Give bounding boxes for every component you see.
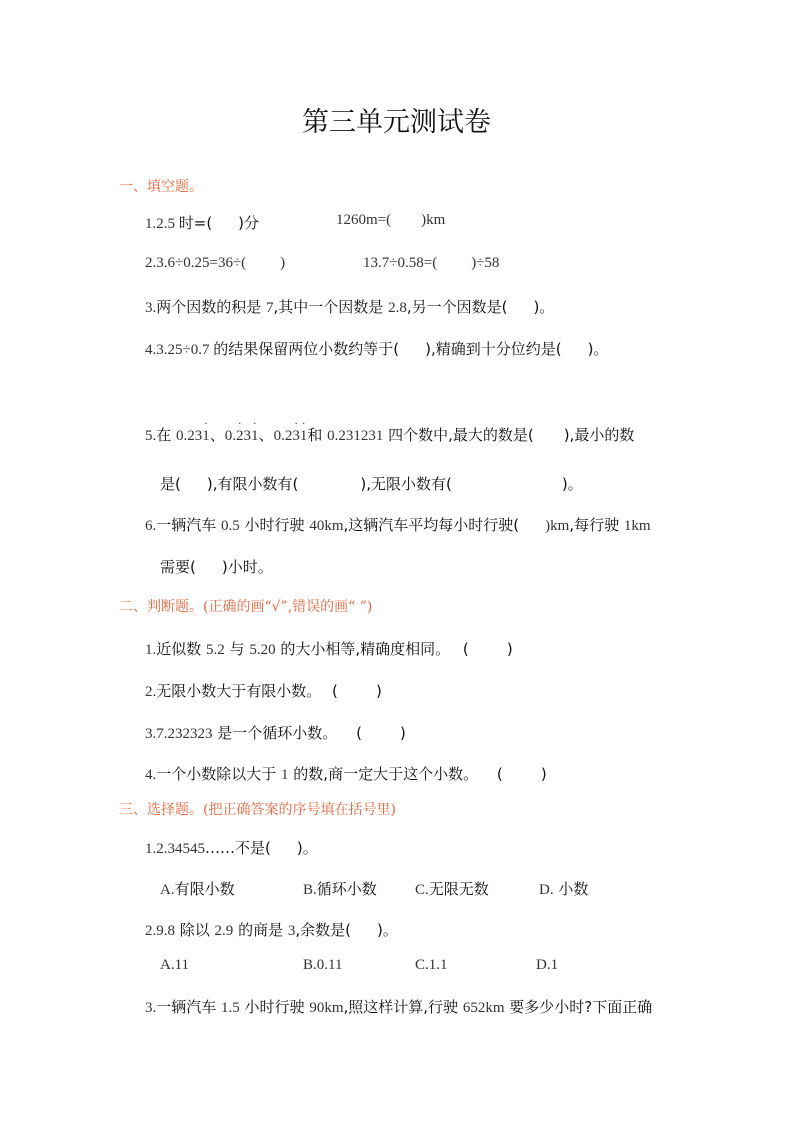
mc-2-option-a[interactable]: A.11 <box>160 957 190 973</box>
q-value: 2.8 <box>388 300 407 316</box>
q-text: 小时行驶 <box>239 998 310 1016</box>
q-text: )小时。 <box>221 558 273 576</box>
q-text: 13.7÷0.58=( <box>363 255 438 271</box>
q-text: 1.2.5 <box>145 216 179 232</box>
q-text: )。 <box>561 475 583 493</box>
question-1-6-line2 <box>160 556 273 577</box>
q-text: )km <box>421 212 446 228</box>
question-1-5 <box>145 424 634 445</box>
question-1-3 <box>145 296 554 317</box>
q-text: 两个因数的积是 <box>156 298 267 316</box>
q-text: 无限小数大于有限小数。 <box>156 682 322 700</box>
repeat-dot-digit: · 1 <box>300 428 308 445</box>
separator: 、 <box>209 426 225 444</box>
q-value: 5.20 <box>249 642 276 658</box>
option-text: 小数 <box>553 880 589 898</box>
section-heading-multiple-choice: 三、选择题。(把正确答案的序号填在括号里) <box>119 802 396 818</box>
q-text: 在 <box>156 426 177 444</box>
q-num: 4.3.25÷0.7 <box>145 342 214 358</box>
digits: 0. <box>224 428 237 444</box>
q-num: 5. <box>145 428 157 444</box>
q-value: 652km <box>462 1000 505 1016</box>
option-letter: C. <box>415 882 429 898</box>
q-num: 2. <box>145 684 157 700</box>
q-text: ,另一个因数是( <box>406 298 508 316</box>
q-text: ) <box>280 255 286 271</box>
mc-question-2 <box>145 919 398 940</box>
q-text: )。 <box>296 839 318 857</box>
option-text: 有限小数 <box>174 880 235 898</box>
q-text: ,其中一个因数是 <box>273 298 389 316</box>
repeat-dot-digit: · 3 <box>292 428 300 445</box>
answer-parentheses[interactable]: ( ) <box>332 682 382 700</box>
q-text: )÷58 <box>471 255 500 271</box>
mc-2-option-d[interactable]: D.1 <box>536 957 559 973</box>
page-title: 第三单元测试卷 <box>302 107 491 138</box>
q-value: 2.9 <box>214 923 234 939</box>
option-letter: B. <box>303 882 317 898</box>
q-text: ,这辆汽车平均每小时行驶( <box>343 516 520 534</box>
q-text: 是( <box>160 475 181 493</box>
tf-question-1 <box>145 638 513 659</box>
q-text: )。 <box>376 921 398 939</box>
mc-1-option-d[interactable] <box>539 878 588 899</box>
digits: 0.2 <box>273 428 293 444</box>
q-text: ),最小的数 <box>563 426 635 444</box>
repeating-decimal-3 <box>274 428 308 444</box>
q-value: 0.5 <box>221 518 240 534</box>
question-1-1 <box>145 212 259 233</box>
q-num: 3. <box>145 300 157 316</box>
q-text: 近似数 <box>156 640 207 658</box>
tf-question-2 <box>145 680 382 701</box>
q-text: 时=( <box>178 214 213 232</box>
tf-question-3 <box>145 722 406 743</box>
q-text: 是一个循环小数。 <box>212 724 338 742</box>
q-text: 与 <box>224 640 250 658</box>
repeat-dot-digit: · 2 <box>236 428 244 445</box>
q-text: 一辆汽车 <box>156 998 222 1016</box>
answer-parentheses[interactable]: ( ) <box>462 640 513 658</box>
q-value: 3 <box>287 923 296 939</box>
q-text: ),精确到十分位约是( <box>425 340 562 358</box>
section-heading-fill-blank: 一、填空题。 <box>119 179 203 195</box>
q-text: ,照这样计算,行驶 <box>343 998 463 1016</box>
q-text: 的商是 <box>233 921 288 939</box>
q-text: 要多少小时?下面正确 <box>504 998 653 1016</box>
q-num: 4. <box>145 767 157 783</box>
question-1-6 <box>145 514 651 535</box>
q-num: 6. <box>145 518 157 534</box>
repeat-dot-digit: · 1 <box>202 428 210 445</box>
digits: 0.23 <box>176 428 203 444</box>
q-value: 1.5 <box>221 1000 240 1016</box>
q-text: 1260m=( <box>336 212 392 228</box>
q-text: 和 <box>307 426 328 444</box>
q-num: 1.2.34545 <box>145 841 205 857</box>
q-text: )。 <box>533 298 555 316</box>
q-text: ,余数是( <box>295 921 351 939</box>
mc-1-option-b[interactable] <box>303 878 377 899</box>
q-value: 5.2 <box>206 642 225 658</box>
q-num: 1. <box>145 642 157 658</box>
q-text: 一辆汽车 <box>156 516 222 534</box>
q-text: 需要( <box>160 558 196 576</box>
option-text: 循环小数 <box>316 880 377 898</box>
question-1-4 <box>145 338 608 359</box>
mc-2-option-c[interactable]: C.1.1 <box>415 957 448 973</box>
q-text: 的结果保留两位小数约等于( <box>213 340 400 358</box>
q-value: 0.231231 <box>327 428 384 444</box>
q-text: 除以 <box>175 921 215 939</box>
q-num: 3.7.232323 <box>145 726 213 742</box>
repeating-decimal-1 <box>176 428 210 444</box>
option-letter: A. <box>160 882 175 898</box>
repeating-decimal-2 <box>225 428 259 444</box>
q-text: 的数,商一定大于这个小数。 <box>288 765 479 783</box>
q-value: 1km <box>623 518 651 534</box>
q-text: 小时行驶 <box>239 516 310 534</box>
q-text: ,每行驶 <box>569 516 624 534</box>
q-value: 40km <box>309 518 344 534</box>
tf-question-4 <box>145 763 547 784</box>
q-text: ),有限小数有( <box>206 475 299 493</box>
option-text: 无限无数 <box>428 880 489 898</box>
mc-question-1 <box>145 837 318 858</box>
mc-1-option-c[interactable] <box>415 878 489 899</box>
q-value: 90km <box>309 1000 344 1016</box>
question-1-5-line2 <box>160 473 583 494</box>
answer-parentheses[interactable]: ( ) <box>356 724 406 742</box>
mc-question-3 <box>145 996 652 1017</box>
q-text: ……不是( <box>205 839 271 857</box>
q-text: 四个数中,最大的数是( <box>383 426 534 444</box>
question-1-2 <box>145 255 285 272</box>
q-text: 的大小相等,精确度相同。 <box>275 640 451 658</box>
answer-parentheses[interactable]: ( ) <box>496 765 547 783</box>
mc-1-option-a[interactable] <box>160 878 235 899</box>
q-value: 1 <box>281 767 289 783</box>
digits: 3 <box>243 428 252 444</box>
q-num: 2.9.8 <box>145 923 175 939</box>
question-1-1b <box>336 212 445 229</box>
question-1-2b <box>363 255 499 272</box>
q-text: )。 <box>587 340 609 358</box>
q-text: )km <box>545 518 570 534</box>
q-value: 7 <box>266 300 274 316</box>
option-letter: D. <box>539 882 554 898</box>
q-text: ),无限小数有( <box>360 475 452 493</box>
q-num: 3. <box>145 1000 157 1016</box>
q-text: 一个小数除以大于 <box>156 765 282 783</box>
q-text: 2.3.6÷0.25=36÷( <box>145 255 247 271</box>
mc-2-option-b[interactable]: B.0.11 <box>303 957 343 973</box>
separator: 、 <box>258 426 274 444</box>
q-text: )分 <box>238 214 260 232</box>
repeat-dot-digit: · 1 <box>251 428 259 445</box>
section-heading-true-false: 二、判断题。(正确的画“√”,错误的画“ ”) <box>119 599 373 615</box>
